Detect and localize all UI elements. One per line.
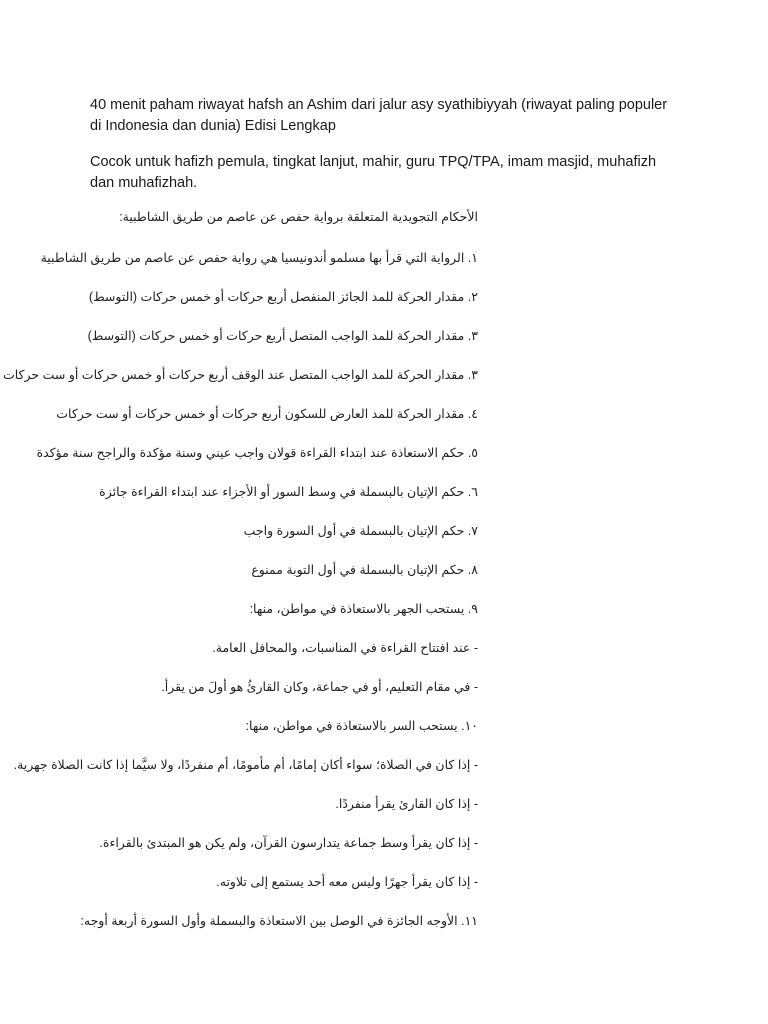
arabic-heading: الأحكام التجويدية المتعلقة برواية حفص عن عاصم من طريق الشاطبية: <box>119 210 478 224</box>
sub-point-line: - إذا كان يقرأ جهرًا وليس معه أحد يستمع إلى تلاوته. <box>216 875 478 889</box>
rule-line: ٥. حكم الاستعاذة عند ابتداء القراءة قولان واجب عيني وسنة مؤكدة والراجح سنة مؤكدة <box>36 446 478 460</box>
rule-line: ١١. الأوجه الجائزة في الوصل بين الاستعاذة والبسملة وأول السورة أربعة أوجه: <box>80 914 478 928</box>
rule-line: ١. الرواية التي قرأ بها مسلمو أندونيسيا هي رواية حفص عن عاصم من طريق الشاطبية <box>40 251 478 265</box>
rule-line: ٣. مقدار الحركة للمد الواجب المتصل عند الوقف أربع حركات أو خمس حركات أو ست حركات <box>2 368 478 382</box>
rule-line: ٣. مقدار الحركة للمد الواجب المتصل أربع حركات أو خمس حركات (التوسط) <box>87 329 478 343</box>
rule-line: ٨. حكم الإتيان بالبسملة في أول التوبة ممنوع <box>251 563 478 577</box>
sub-point-line: - عند افتتاح القراءة في المناسبات، والمحافل العامة. <box>212 641 478 655</box>
rule-line: ٤. مقدار الحركة للمد العارض للسكون أربع حركات أو خمس حركات أو ست حركات <box>56 407 478 421</box>
intro-audience-paragraph: Cocok untuk hafizh pemula, tingkat lanjut, mahir, guru TPQ/TPA, imam masjid, muhafizh dan muhafizhah. <box>90 154 657 191</box>
rule-line: ٩. يستحب الجهر بالاستعاذة في مواطن، منها: <box>249 602 478 616</box>
intro-title-paragraph: 40 menit paham riwayat hafsh an Ashim dari jalur asy syathibiyyah (riwayat paling populer di Indonesia dan dunia) Edisi Lengkap <box>90 97 668 134</box>
sub-point-line: - إذا كان يقرأ وسط جماعة يتدارسون القرآن، ولم يكن هو المبتدئ بالقراءة. <box>99 836 478 850</box>
sub-point-line: - إذا كان في الصلاة؛ سواء أكان إمامًا، أم مأمومًا، أم منفردًا، ولا سيَّما إذا كانت الصلاة جهرية. <box>13 758 478 772</box>
rule-line: ٧. حكم الإتيان بالبسملة في أول السورة واجب <box>243 524 478 538</box>
rule-line: ٦. حكم الإتيان بالبسملة في وسط السور أو الأجزاء عند ابتداء القراءة جائزة <box>99 485 478 499</box>
sub-point-line: - في مقام التعليم، أو في جماعة، وكان القارئُ هو أولَ من يقرأ. <box>161 680 478 694</box>
sub-point-line: - إذا كان القارئ يقرأ منفردًا. <box>335 797 478 811</box>
rule-line: ٢. مقدار الحركة للمد الجائز المنفصل أربع حركات أو خمس حركات (التوسط) <box>88 290 478 304</box>
rule-line: ١٠. يستحب السر بالاستعاذة في مواطن، منها: <box>245 719 478 733</box>
